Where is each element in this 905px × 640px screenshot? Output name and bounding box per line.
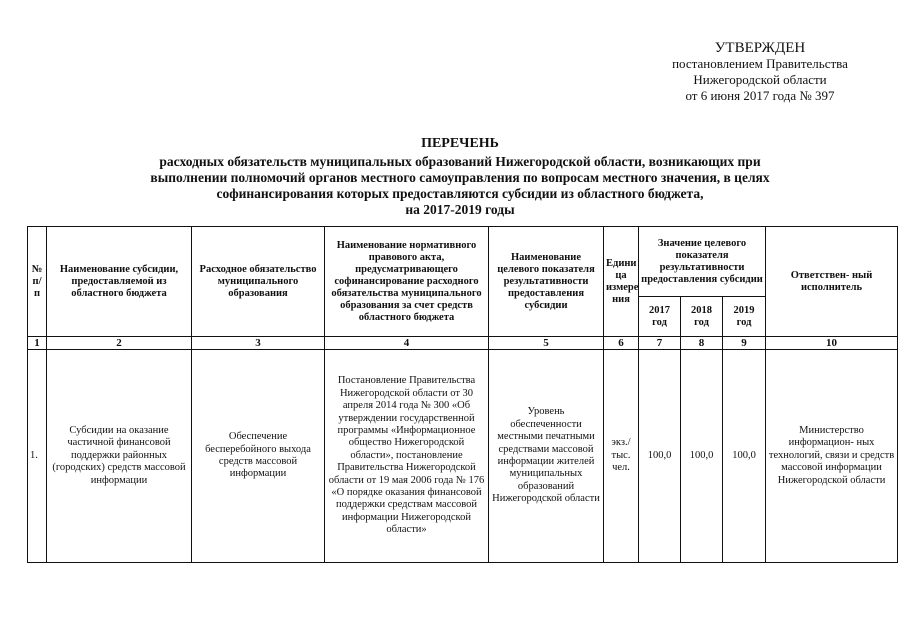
column-number: 3 [192,337,325,350]
column-number: 8 [681,337,723,350]
column-number: 9 [723,337,766,350]
document-heading [60,136,860,218]
row-unit: экз./ тыс. чел. [604,350,639,563]
table-row [28,350,898,563]
approval-date: от 6 июня 2017 года № 397 [685,88,835,103]
row-value-2018: 100,0 [681,350,723,563]
header-year-2018: 2018 год [681,297,723,337]
row-num: 1. [28,350,47,563]
row-obligation: Обеспечение бесперебойного выхода средств массовой информации [192,350,325,563]
heading-line: расходных обязательств муниципальных образований Нижегородской области, возникающих при [159,154,761,169]
header-obligation: Расходное обязательство муниципального образования [192,227,325,337]
heading-line: на 2017-2019 годы [405,202,515,217]
column-number: 2 [47,337,192,350]
approval-line: постановлением Правительства [672,56,848,71]
document-title: ПЕРЕЧЕНЬ [421,136,499,151]
heading-line: выполнении полномочий органов местного самоуправления по вопросам местного значения, в целях [150,170,770,185]
approval-line: Нижегородской области [693,72,827,87]
column-number: 1 [28,337,47,350]
row-value-2019: 100,0 [723,350,766,563]
column-number: 7 [639,337,681,350]
heading-line: софинансирования которых предоставляются субсидии из областного бюджета, [216,186,704,201]
row-legal-act: Постановление Правительства Нижегородской области от 30 апреля 2014 года № 300 «Об утверждении государственной программы «Информационное общество Нижегородской области», постановление Правительства Нижегородской области от 19 мая 2006 года № 176 «О порядке оказания финансовой поддержки средствам массовой информации Нижегородской области» [325,350,489,563]
header-subsidy: Наименование субсидии, предоставляемой из областного бюджета [47,227,192,337]
header-year-2019: 2019 год [723,297,766,337]
approval-title: УТВЕРЖДЕН [714,40,806,56]
row-executor: Министерство информацион- ных технологий, связи и средств массовой информации Нижегородской области [766,350,898,563]
column-number: 5 [489,337,604,350]
header-unit: Едини ца измере ния [604,227,639,337]
row-value-2017: 100,0 [639,350,681,563]
header-legal-act: Наименование нормативного правового акта, предусматривающего софинансирование расходного обязательства муниципального образования за счет средств областного бюджета [325,227,489,337]
approval-stamp [640,40,880,104]
row-indicator: Уровень обеспеченности местными печатными средствами массовой информации жителей муниципальных образований Нижегородской области [489,350,604,563]
header-executor: Ответствен- ный исполнитель [766,227,898,337]
column-number: 10 [766,337,898,350]
obligations-table [27,226,898,563]
row-subsidy: Субсидии на оказание частичной финансовой поддержки районных (городских) средств массовой информации [47,350,192,563]
column-number-row [28,337,898,350]
header-year-2017: 2017 год [639,297,681,337]
column-number: 4 [325,337,489,350]
column-number: 6 [604,337,639,350]
header-num: № п/п [28,227,47,337]
header-target-value: Значение целевого показателя результативности предоставления субсидии [639,227,766,297]
header-indicator: Наименование целевого показателя результативности предоставления субсидии [489,227,604,337]
